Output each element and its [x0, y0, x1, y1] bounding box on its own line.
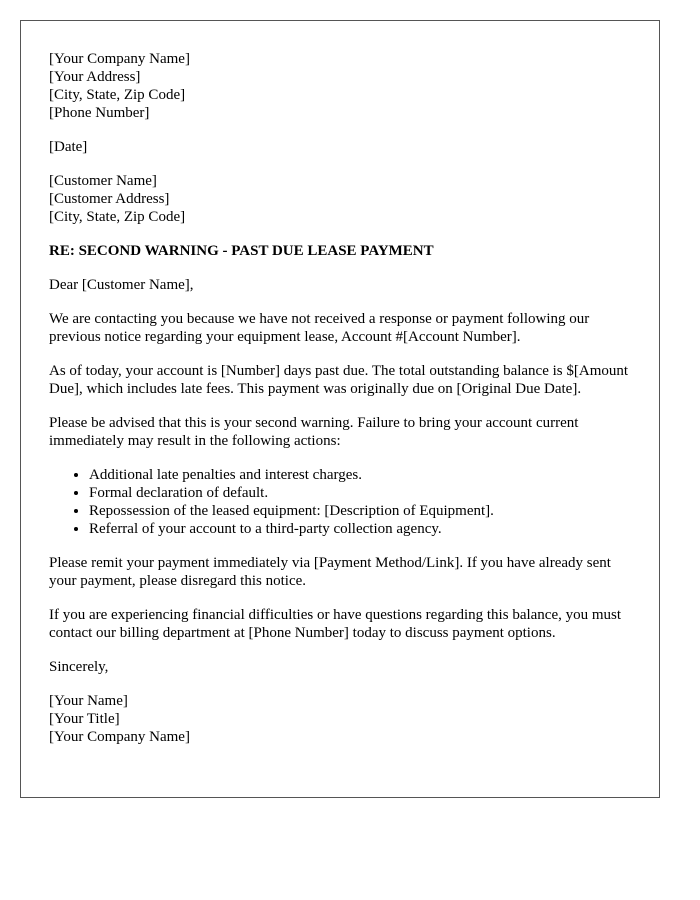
recipient-name: [Customer Name]	[49, 173, 157, 189]
salutation: Dear [Customer Name],	[49, 277, 194, 293]
sender-phone: [Phone Number]	[49, 105, 150, 121]
sender-city-state-zip: [City, State, Zip Code]	[49, 87, 186, 103]
signature-title: [Your Title]	[49, 711, 120, 727]
signature-block	[49, 692, 631, 746]
subject-line: RE: SECOND WARNING - PAST DUE LEASE PAYMENT	[49, 243, 434, 259]
list-item: • Repossession of the leased equipment: [Description of Equipment].	[89, 502, 631, 520]
list-item: • Formal declaration of default.	[89, 484, 631, 502]
signature-name: [Your Name]	[49, 693, 128, 709]
recipient-address: [Customer Address]	[49, 191, 170, 207]
consequence-list	[49, 466, 631, 538]
recipient-address-block	[49, 172, 631, 226]
body-paragraph-1: We are contacting you because we have not received a response or payment following our previous notice regarding your equipment lease, Account #[Account Number].	[49, 311, 590, 345]
letter-date: [Date]	[49, 139, 88, 155]
sender-company-name: [Your Company Name]	[49, 51, 190, 67]
sender-address-block	[49, 50, 631, 122]
body-paragraph-5: If you are experiencing financial difficulties or have questions regarding this balance, you must contact our billing department at [Phone Number] today to discuss payment options.	[49, 607, 622, 641]
signature-company-name: [Your Company Name]	[49, 729, 190, 745]
closing: Sincerely,	[49, 659, 109, 675]
body-paragraph-3: Please be advised that this is your second warning. Failure to bring your account current immediately may result in the following actions:	[49, 415, 579, 449]
list-item: • Referral of your account to a third-party collection agency.	[89, 520, 631, 538]
list-item: • Additional late penalties and interest charges.	[89, 466, 631, 484]
recipient-city-state-zip: [City, State, Zip Code]	[49, 209, 186, 225]
letter-page	[20, 20, 660, 798]
sender-address: [Your Address]	[49, 69, 141, 85]
body-paragraph-2: As of today, your account is [Number] days past due. The total outstanding balance is $[Amount Due], which includes late fees. This payment was originally due on [Original Due Date].	[49, 363, 629, 397]
body-paragraph-4: Please remit your payment immediately via [Payment Method/Link]. If you have already sent your payment, please disregard this notice.	[49, 555, 611, 589]
date-block	[49, 138, 631, 156]
